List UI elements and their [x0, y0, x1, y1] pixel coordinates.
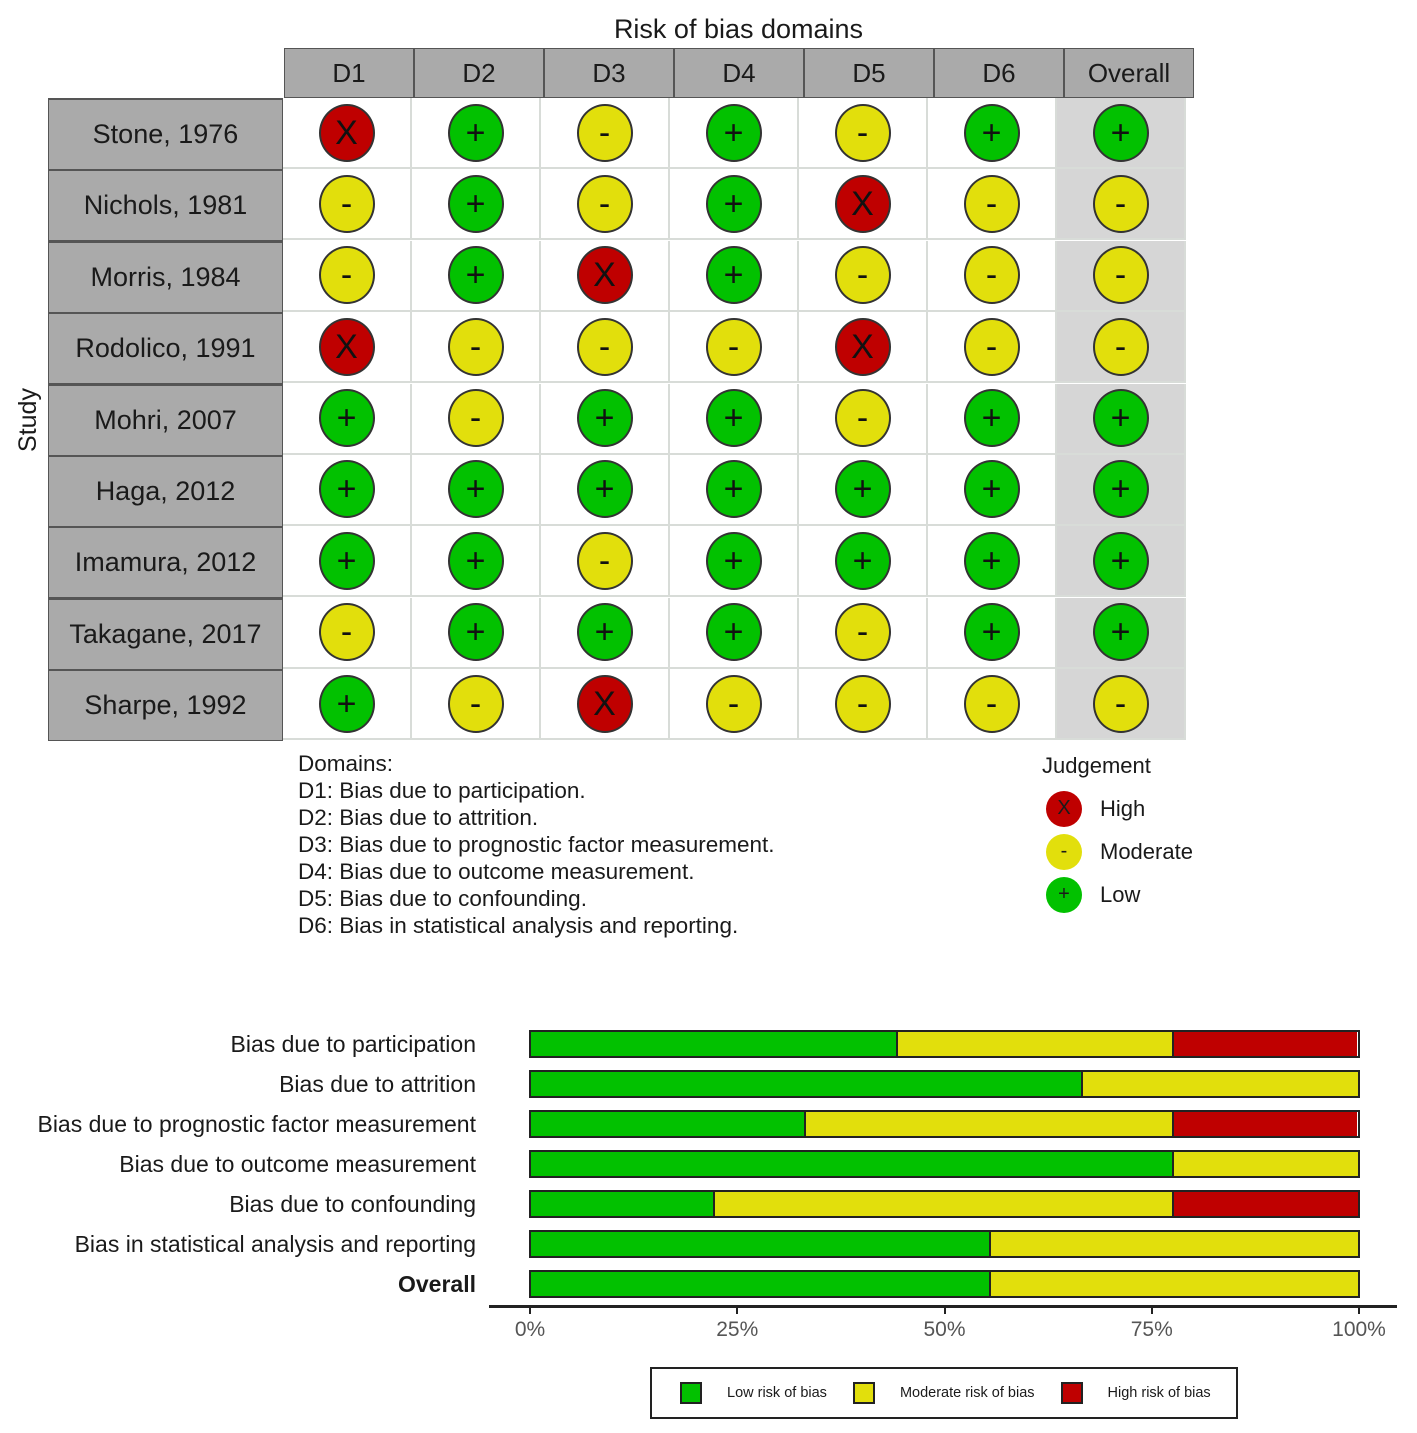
domain-def: D1: Bias due to participation. — [298, 778, 586, 803]
low-swatch-icon — [680, 1382, 702, 1404]
x-tick — [1151, 1308, 1153, 1314]
low-risk-plus-icon: + — [319, 460, 375, 518]
low-risk-plus-icon: + — [448, 246, 504, 304]
judgement-cell — [928, 312, 1057, 383]
moderate-risk-minus-icon: - — [1093, 175, 1149, 233]
judgement-legend-title: Judgement — [1042, 753, 1151, 778]
low-risk-plus-icon: + — [964, 603, 1020, 661]
study-row — [48, 598, 1186, 669]
bar-label: Bias in statistical analysis and reporting — [74, 1231, 476, 1257]
low-risk-plus-icon: + — [319, 389, 375, 447]
moderate-risk-minus-icon: - — [964, 675, 1020, 733]
moderate-risk-minus-icon: - — [1093, 318, 1149, 376]
chart-title: Risk of bias domains — [613, 14, 864, 44]
column-header: D1 — [284, 48, 414, 98]
judgement-cell — [928, 169, 1057, 240]
low-risk-plus-icon: + — [1046, 877, 1082, 913]
low-risk-plus-icon: + — [706, 532, 762, 590]
low-risk-plus-icon: + — [1093, 460, 1149, 518]
legend-label: Low — [1100, 881, 1141, 907]
bar-segment-mod — [806, 1112, 1173, 1136]
stacked-bar — [529, 1110, 1360, 1138]
low-risk-plus-icon: + — [1093, 532, 1149, 590]
low-risk-plus-icon: + — [448, 175, 504, 233]
judgement-cell — [670, 598, 799, 669]
bar-label: Bias due to confounding — [229, 1191, 476, 1217]
bar-segment-low — [531, 1152, 1174, 1176]
legend-item-moderate — [1042, 830, 1193, 873]
column-header: D5 — [804, 48, 934, 98]
high-risk-x-icon: X — [1046, 791, 1082, 827]
judgement-cell — [1057, 241, 1186, 312]
judgement-cell — [928, 669, 1057, 740]
summary-bars — [529, 1030, 1360, 1310]
judgement-cell — [799, 312, 928, 383]
legend-label: Moderate risk of bias — [899, 1385, 1035, 1401]
traffic-light-grid — [48, 98, 1186, 741]
low-risk-plus-icon: + — [448, 603, 504, 661]
domain-def: D2: Bias due to attrition. — [298, 805, 539, 830]
judgement-cell — [412, 598, 541, 669]
bar-segment-mod — [715, 1192, 1175, 1216]
high-risk-x-icon: X — [577, 675, 633, 733]
judgement-cell — [412, 455, 541, 526]
judgement-cell — [412, 98, 541, 169]
domains-key — [298, 750, 775, 939]
stacked-bar — [529, 1270, 1360, 1298]
low-risk-plus-icon: + — [964, 460, 1020, 518]
x-tick-label: 0% — [514, 1318, 546, 1341]
study-label: Stone, 1976 — [48, 98, 283, 170]
legend-item-moderate — [853, 1382, 1035, 1404]
judgement-cell — [541, 384, 670, 455]
summary-legend — [650, 1367, 1238, 1419]
judgement-cell — [1057, 384, 1186, 455]
moderate-risk-minus-icon: - — [835, 675, 891, 733]
bar-segment-low — [531, 1272, 991, 1296]
study-label: Sharpe, 1992 — [48, 669, 283, 741]
judgement-cell — [283, 241, 412, 312]
judgement-cell — [412, 169, 541, 240]
study-axis-label: Study — [13, 388, 42, 452]
x-tick — [529, 1308, 531, 1314]
judgement-cell — [541, 169, 670, 240]
judgement-cell — [799, 169, 928, 240]
stacked-bar — [529, 1150, 1360, 1178]
moderate-risk-minus-icon: - — [964, 318, 1020, 376]
legend-item-low — [1042, 873, 1193, 916]
judgement-cell — [412, 312, 541, 383]
bar-label-overall: Overall — [398, 1271, 476, 1297]
low-risk-plus-icon: + — [706, 246, 762, 304]
study-row — [48, 455, 1186, 526]
moderate-risk-minus-icon: - — [1093, 675, 1149, 733]
moderate-risk-minus-icon: - — [1093, 246, 1149, 304]
judgement-cell — [928, 598, 1057, 669]
judgement-cell — [283, 526, 412, 597]
judgement-cell — [928, 455, 1057, 526]
judgement-cell — [670, 169, 799, 240]
x-tick-label: 100% — [1332, 1318, 1386, 1341]
bar-segment-high — [1174, 1032, 1358, 1056]
bar-segment-low — [531, 1192, 715, 1216]
study-row — [48, 169, 1186, 240]
study-row — [48, 384, 1186, 455]
low-risk-plus-icon: + — [835, 532, 891, 590]
high-risk-x-icon: X — [835, 318, 891, 376]
bar-segment-low — [531, 1232, 991, 1256]
judgement-cell — [283, 384, 412, 455]
judgement-cell — [541, 598, 670, 669]
x-tick-label: 50% — [923, 1318, 966, 1341]
study-row — [48, 526, 1186, 597]
low-risk-plus-icon: + — [448, 104, 504, 162]
domain-def: D3: Bias due to prognostic factor measurement. — [298, 832, 775, 857]
judgement-cell — [799, 526, 928, 597]
judgement-cell — [283, 455, 412, 526]
moderate-risk-minus-icon: - — [1046, 834, 1082, 870]
x-tick-label: 75% — [1130, 1318, 1173, 1341]
bar-label: Bias due to participation — [230, 1031, 476, 1057]
moderate-risk-minus-icon: - — [835, 246, 891, 304]
moderate-risk-minus-icon: - — [319, 246, 375, 304]
legend-item-high — [1042, 787, 1193, 830]
moderate-risk-minus-icon: - — [964, 175, 1020, 233]
low-risk-plus-icon: + — [964, 532, 1020, 590]
low-risk-plus-icon: + — [835, 460, 891, 518]
domain-def: D5: Bias due to confounding. — [298, 886, 587, 911]
study-row — [48, 312, 1186, 383]
study-label: Rodolico, 1991 — [48, 312, 283, 384]
study-row — [48, 98, 1186, 169]
judgement-cell — [1057, 526, 1186, 597]
study-row — [48, 241, 1186, 312]
x-tick — [944, 1308, 946, 1314]
bar-label: Bias due to prognostic factor measurement — [37, 1111, 476, 1137]
low-risk-plus-icon: + — [577, 603, 633, 661]
column-header: D3 — [544, 48, 674, 98]
study-label: Takagane, 2017 — [48, 598, 283, 670]
moderate-risk-minus-icon: - — [448, 675, 504, 733]
low-risk-plus-icon: + — [319, 675, 375, 733]
legend-item-low — [680, 1382, 827, 1404]
summary-bar-labels — [0, 1024, 476, 1304]
bar-segment-low — [531, 1032, 898, 1056]
stacked-bar — [529, 1030, 1360, 1058]
high-risk-x-icon: X — [835, 175, 891, 233]
judgement-cell — [283, 598, 412, 669]
low-risk-plus-icon: + — [448, 532, 504, 590]
domain-header-row — [284, 48, 1194, 98]
moderate-risk-minus-icon: - — [835, 603, 891, 661]
moderate-risk-minus-icon: - — [577, 532, 633, 590]
legend-label: High — [1100, 795, 1146, 821]
x-tick — [736, 1308, 738, 1314]
bar-label: Bias due to attrition — [279, 1071, 476, 1097]
x-tick-label: 25% — [716, 1318, 759, 1341]
judgement-cell — [799, 241, 928, 312]
legend-label: High risk of bias — [1107, 1385, 1211, 1401]
low-risk-plus-icon: + — [964, 389, 1020, 447]
low-risk-plus-icon: + — [964, 104, 1020, 162]
low-risk-plus-icon: + — [448, 460, 504, 518]
study-label: Mohri, 2007 — [48, 384, 283, 456]
judgement-cell — [541, 312, 670, 383]
judgement-cell — [283, 169, 412, 240]
bar-segment-low — [531, 1072, 1083, 1096]
study-label: Nichols, 1981 — [48, 169, 283, 241]
low-risk-plus-icon: + — [1093, 104, 1149, 162]
high-risk-x-icon: X — [319, 318, 375, 376]
judgement-legend — [1042, 753, 1193, 916]
judgement-cell — [541, 98, 670, 169]
low-risk-plus-icon: + — [319, 532, 375, 590]
bar-label: Bias due to outcome measurement — [119, 1151, 476, 1177]
bar-segment-high — [1174, 1112, 1358, 1136]
judgement-cell — [541, 455, 670, 526]
judgement-cell — [670, 241, 799, 312]
judgement-cell — [670, 455, 799, 526]
low-risk-plus-icon: + — [706, 175, 762, 233]
judgement-cell — [928, 384, 1057, 455]
judgement-cell — [670, 669, 799, 740]
judgement-cell — [412, 384, 541, 455]
moderate-risk-minus-icon: - — [577, 104, 633, 162]
judgement-cell — [1057, 98, 1186, 169]
moderate-swatch-icon — [853, 1382, 875, 1404]
study-label: Haga, 2012 — [48, 455, 283, 527]
low-risk-plus-icon: + — [706, 603, 762, 661]
high-risk-x-icon: X — [319, 104, 375, 162]
judgement-cell — [670, 526, 799, 597]
judgement-cell — [1057, 598, 1186, 669]
bar-segment-mod — [1083, 1072, 1358, 1096]
judgement-cell — [928, 241, 1057, 312]
judgement-cell — [283, 669, 412, 740]
judgement-cell — [541, 241, 670, 312]
judgement-cell — [799, 455, 928, 526]
low-risk-plus-icon: + — [706, 460, 762, 518]
low-risk-plus-icon: + — [1093, 603, 1149, 661]
judgement-cell — [670, 384, 799, 455]
legend-label: Moderate — [1100, 838, 1193, 864]
judgement-cell — [799, 98, 928, 169]
study-label: Imamura, 2012 — [48, 526, 283, 598]
judgement-cell — [928, 98, 1057, 169]
moderate-risk-minus-icon: - — [964, 246, 1020, 304]
high-risk-x-icon: X — [577, 246, 633, 304]
judgement-cell — [1057, 455, 1186, 526]
low-risk-plus-icon: + — [1093, 389, 1149, 447]
judgement-cell — [283, 312, 412, 383]
domain-def: D4: Bias due to outcome measurement. — [298, 859, 695, 884]
moderate-risk-minus-icon: - — [577, 318, 633, 376]
stacked-bar — [529, 1190, 1360, 1218]
column-header: Overall — [1064, 48, 1194, 98]
judgement-cell — [928, 526, 1057, 597]
judgement-cell — [1057, 669, 1186, 740]
study-row — [48, 669, 1186, 740]
stacked-bar — [529, 1070, 1360, 1098]
legend-item-high — [1061, 1382, 1211, 1404]
judgement-cell — [1057, 169, 1186, 240]
judgement-cell — [541, 526, 670, 597]
bar-segment-high — [1174, 1192, 1358, 1216]
moderate-risk-minus-icon: - — [319, 603, 375, 661]
study-label: Morris, 1984 — [48, 241, 283, 313]
low-risk-plus-icon: + — [706, 389, 762, 447]
stacked-bar — [529, 1230, 1360, 1258]
judgement-cell — [412, 526, 541, 597]
bar-segment-mod — [991, 1272, 1358, 1296]
moderate-risk-minus-icon: - — [835, 104, 891, 162]
moderate-risk-minus-icon: - — [448, 389, 504, 447]
judgement-cell — [670, 312, 799, 383]
judgement-cell — [799, 669, 928, 740]
bar-segment-low — [531, 1112, 806, 1136]
moderate-risk-minus-icon: - — [319, 175, 375, 233]
low-risk-plus-icon: + — [577, 389, 633, 447]
low-risk-plus-icon: + — [706, 104, 762, 162]
judgement-cell — [670, 98, 799, 169]
bar-segment-mod — [1174, 1152, 1358, 1176]
moderate-risk-minus-icon: - — [577, 175, 633, 233]
high-swatch-icon — [1061, 1382, 1083, 1404]
x-tick — [1358, 1308, 1360, 1314]
column-header: D2 — [414, 48, 544, 98]
moderate-risk-minus-icon: - — [835, 389, 891, 447]
legend-label: Low risk of bias — [727, 1385, 827, 1401]
judgement-cell — [1057, 312, 1186, 383]
bar-segment-mod — [898, 1032, 1173, 1056]
bar-segment-mod — [991, 1232, 1358, 1256]
judgement-cell — [412, 669, 541, 740]
domains-title: Domains: — [298, 751, 394, 776]
judgement-cell — [541, 669, 670, 740]
judgement-cell — [283, 98, 412, 169]
judgement-cell — [412, 241, 541, 312]
judgement-cell — [799, 598, 928, 669]
judgement-cell — [799, 384, 928, 455]
domain-def: D6: Bias in statistical analysis and reporting. — [298, 913, 739, 938]
moderate-risk-minus-icon: - — [706, 318, 762, 376]
moderate-risk-minus-icon: - — [706, 675, 762, 733]
column-header: D4 — [674, 48, 804, 98]
low-risk-plus-icon: + — [577, 460, 633, 518]
moderate-risk-minus-icon: - — [448, 318, 504, 376]
column-header: D6 — [934, 48, 1064, 98]
